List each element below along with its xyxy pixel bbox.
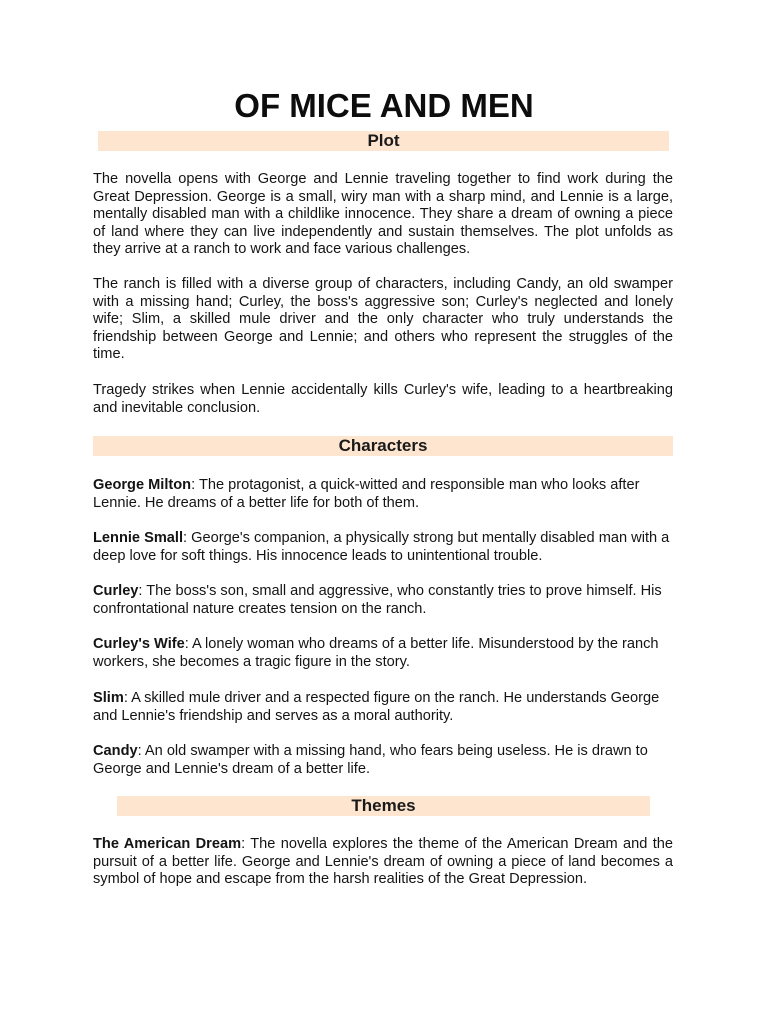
character-entry: [93, 690, 673, 725]
character-entry: [93, 583, 673, 618]
character-description: : An old swamper with a missing hand, who fears being useless. He is drawn to George and Lennie's dream of a better life.: [93, 743, 648, 777]
theme-name: The American Dream: [93, 836, 242, 852]
section-heading-characters: Characters: [93, 436, 673, 456]
character-name: George Milton: [93, 477, 192, 493]
character-name: Candy: [93, 743, 138, 759]
plot-paragraph: The novella opens with George and Lennie traveling together to find work during the Great Depression. George is a small, wiry man with a sharp mind, and Lennie is a large, mentally disabled man with a childlike innocence. They share a dream of owning a piece of land where they can live independently and sustain themselves. The plot unfolds as they arrive at a ranch to work and face various challenges.: [93, 171, 673, 258]
character-entry: [93, 743, 673, 778]
character-description: : The protagonist, a quick-witted and responsible man who looks after Lennie. He dreams of a better life for both of them.: [93, 477, 640, 511]
theme-description: : The novella explores the theme of the American Dream and the pursuit of a better life. George and Lennie's dream of owning a piece of land becomes a symbol of hope and escape from the harsh realities of the Great Depression.: [93, 836, 673, 888]
character-description: : The boss's son, small and aggressive, who constantly tries to prove himself. His confrontational nature creates tension on the ranch.: [93, 583, 662, 617]
character-name: Lennie Small: [93, 530, 184, 546]
character-description: : A lonely woman who dreams of a better life. Misunderstood by the ranch workers, she becomes a tragic figure in the story.: [93, 636, 659, 670]
plot-paragraph: The ranch is filled with a diverse group of characters, including Candy, an old swamper with a missing hand; Curley, the boss's aggressive son; Curley's neglected and lonely wife; Slim, a skilled mule driver and the only character who truly understands the friendship between George and Lennie; and others who represent the struggles of the time.: [93, 276, 673, 363]
section-heading-plot: Plot: [98, 131, 669, 151]
section-heading-themes: Themes: [117, 796, 650, 816]
character-name: Curley: [93, 583, 139, 599]
document-title: OF MICE AND MEN: [234, 87, 534, 124]
character-entry: [93, 530, 673, 565]
character-description: : A skilled mule driver and a respected figure on the ranch. He understands George and Lennie's friendship and serves as a moral authority.: [93, 690, 660, 724]
plot-paragraph: Tragedy strikes when Lennie accidentally kills Curley's wife, leading to a heartbreaking and inevitable conclusion.: [93, 382, 673, 416]
theme-entry: [93, 836, 673, 889]
character-entry: [93, 477, 673, 512]
character-name: Curley's Wife: [93, 636, 185, 652]
character-description: : George's companion, a physically strong but mentally disabled man with a deep love for soft things. His innocence leads to unintentional trouble.: [93, 530, 670, 564]
character-name: Slim: [93, 690, 124, 706]
character-entry: [93, 636, 673, 671]
